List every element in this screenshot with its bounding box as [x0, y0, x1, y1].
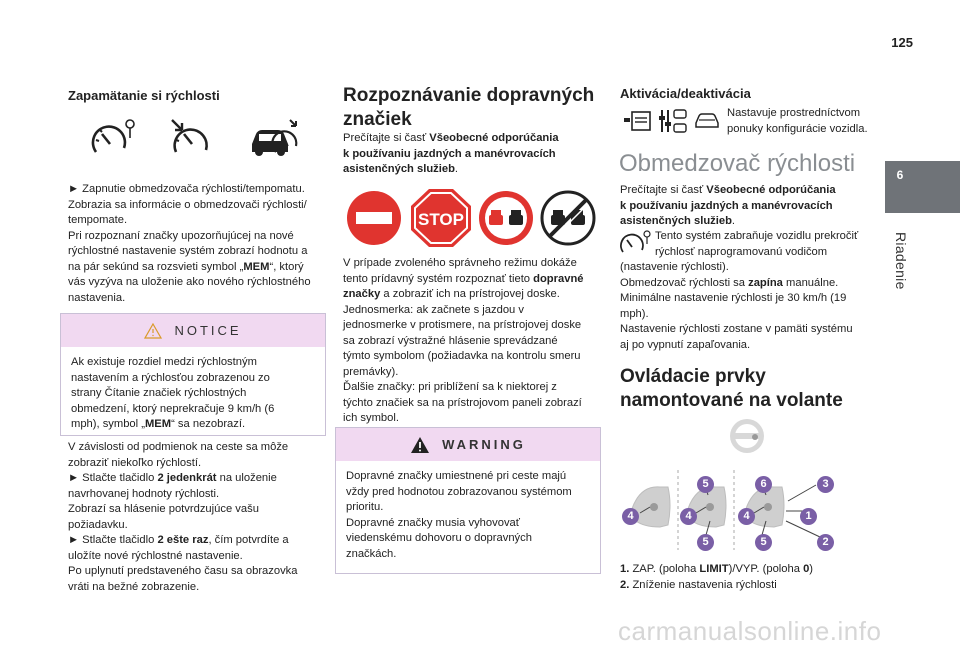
- list-item: 1. ZAP. (poloha LIMIT)/VYP. (poloha 0): [620, 563, 814, 575]
- speed-limiter-title: Obmedzovač rýchlosti: [619, 150, 856, 177]
- section-heading-activation: Aktivácia/deaktivácia: [620, 86, 751, 101]
- memorize-steps: V závislosti od podmienok na ceste sa môže zobraziť niekoľko rýchlostí. ► Stlačte tlačidlo 2 jedenkrát na uloženie navrhovanej hodnoty rýchlosti. Zobrazí sa hlásenie potvrdzujúce vašu požiadavku. ► Stlačte tlačidlo 2 ešte raz, čím potvrdíte a uložíte nové rýchlostné nastavenie. Po uplynutí predstaveného času sa obrazovka vráti na bežné zobrazenie.: [68, 441, 298, 593]
- speedometer-arrow-icon: [170, 118, 220, 160]
- menu-screen-icon: [622, 110, 652, 132]
- warning-triangle-icon: [410, 436, 430, 454]
- warning-header: [336, 428, 600, 461]
- end-no-overtaking-sign-icon: [540, 190, 596, 246]
- speedometer-wrench-icon: [88, 118, 138, 160]
- controls-list: [620, 562, 882, 593]
- notice-box: [60, 313, 326, 436]
- car-icon: [694, 112, 720, 130]
- warning-box: [335, 427, 601, 574]
- speed-limiter-reference: Prečítajte si časť Všeobecné odporúčania k používaniu jazdných a manévrovacích asistenčných služieb.: [620, 184, 836, 227]
- callout-badge-4: 4: [738, 508, 755, 525]
- warning-title: WARNING: [442, 437, 526, 452]
- chapter-label: Riadenie: [893, 232, 909, 290]
- notice-title: NOTICE: [174, 323, 242, 338]
- car-speedometer-icon: [248, 118, 304, 162]
- watermark: carmanualsonline.info: [618, 616, 882, 646]
- speed-limiter-paragraph: Tento systém zabraňuje vozidlu prekročiť rýchlosť naprogramovanú vodičom (nastavenie rýchlosti). Obmedzovač rýchlosti sa zapína manuálne. Minimálne nastavenie rýchlosti je 30 km/h (19 mph). Nastavenie rýchlosti zostane v pamäti systému aj po vypnutí zapaľovania.: [620, 230, 859, 351]
- steering-wheel-icon: [727, 417, 767, 455]
- callout-badge-5: 5: [697, 534, 714, 551]
- warning-triangle-icon: [144, 323, 162, 339]
- stop-sign-icon: [410, 188, 472, 248]
- callout-badge-3: 3: [817, 476, 834, 493]
- no-overtaking-sign-icon: [478, 190, 534, 246]
- callout-badge-4: 4: [622, 508, 639, 525]
- chapter-number: 6: [896, 168, 904, 182]
- section-heading-sign-recognition: Rozpoznávanie dopravných značiek: [343, 85, 595, 130]
- stop-sign-text: STOP: [418, 210, 464, 229]
- callout-badge-4: 4: [680, 508, 697, 525]
- notice-text: Ak existuje rozdiel medzi rýchlostným nastavením a rýchlosťou zobrazenou zo strany Čítanie značiek rýchlostných obmedzení, ktorý neprekračuje 9 km/h (6 mph), symbol „MEM“ sa nezobrazí.: [71, 356, 275, 430]
- section-heading-steering-controls: Ovládacie prvky namontované na volante: [620, 366, 843, 411]
- callout-badge-5: 5: [697, 476, 714, 493]
- sign-recognition-reference: Prečítajte si časť Všeobecné odporúčania k používaniu jazdných a manévrovacích asistenčných služieb.: [343, 132, 559, 175]
- memorize-paragraph: ► Zapnutie obmedzovača rýchlosti/tempomatu. Zobrazia sa informácie o obmedzovači rýchlosti/ tempomate. Pri rozpoznaní značky upozorňujúcej na nové rýchlostné nastavenie systém zobrazí hodnotu a na pár sekúnd sa rozsvieti symbol „MEM“, ktorý vás vyzýva na uloženie ako nového rýchlostného nastavenia.: [68, 183, 311, 304]
- sign-recognition-paragraph: V prípade zvoleného správneho režimu dokáže tento prídavný systém rozpoznať tieto dopravné značky a zobraziť ich na prístrojovej doske. Jednosmerka: ak začnete s jazdou v jednosmerke v protismere, na prístrojovej doske sa zobrazí výstražné hlásenie sprevádzané týmto symbolom (požiadavka na kontrolu smeru premávky). Ďalšie značky: pri priblížení sa k niektorej z týchto značiek sa na prístrojovom paneli zobrazí ich symbol.: [343, 257, 584, 424]
- section-heading-memorize: Zapamätanie si rýchlosti: [68, 88, 220, 103]
- notice-header: [61, 314, 325, 347]
- no-entry-sign-icon: [346, 190, 402, 246]
- list-item: 2. Zníženie nastavenia rýchlosti: [620, 578, 777, 591]
- activation-text: Nastavuje prostredníctvom ponuky konfigurácie vozidla.: [727, 107, 868, 135]
- page-number: 125: [891, 35, 913, 50]
- callout-badge-5: 5: [755, 534, 772, 551]
- callout-badge-6: 6: [755, 476, 772, 493]
- callout-badge-1: 1: [800, 508, 817, 525]
- settings-sliders-icon: [656, 108, 688, 134]
- warning-text: Dopravné značky umiestnené pri ceste majú vždy pred hodnotou zobrazovanou systémom prioritu. Dopravné značky musia vyhovovať viedenskému dohovoru o dopravných značkách.: [346, 470, 572, 560]
- callout-badge-2: 2: [817, 534, 834, 551]
